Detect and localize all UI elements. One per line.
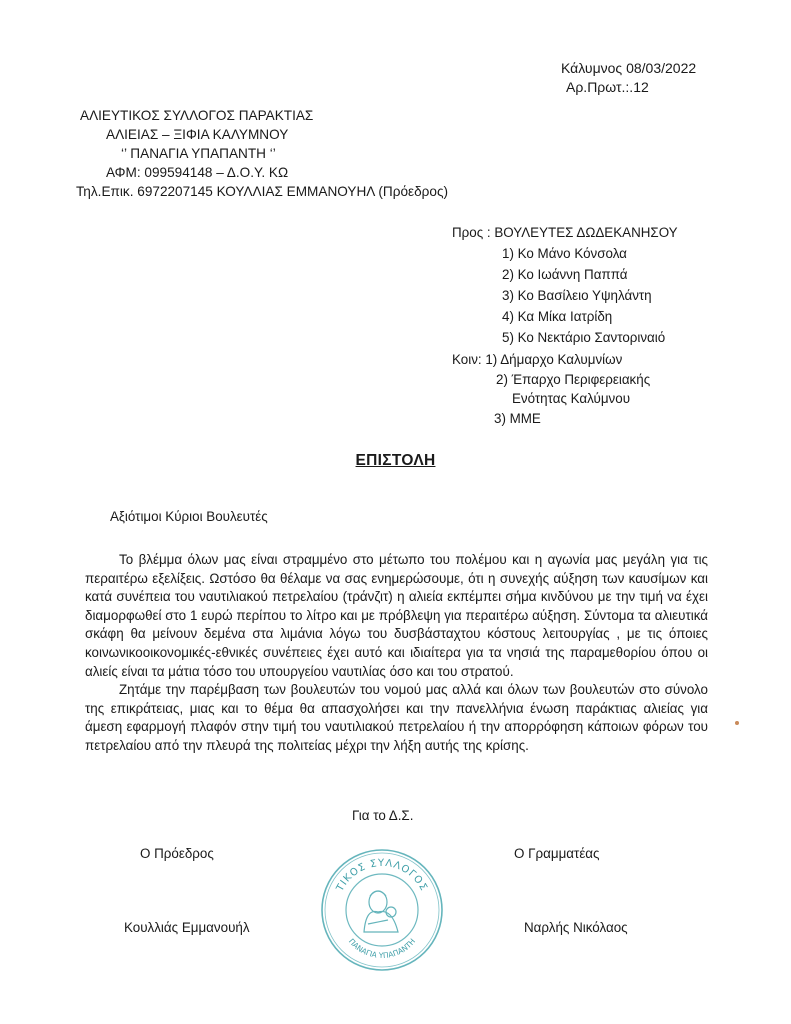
recipient-item: 1) Κο Μάνο Κόνσολα (502, 246, 627, 261)
greeting: Αξιότιμοι Κύριοι Βουλευτές (110, 509, 268, 524)
sender-phone: Τηλ.Επικ. 6972207145 ΚΟΥΛΛΙΑΣ ΕΜΜΑΝΟΥΗΛ (Πρόεδρος) (76, 184, 449, 199)
cc-line-3: Ενότητας Καλύμνου (512, 391, 631, 406)
president-name: Κουλλιάς Εμμανουήλ (124, 920, 250, 935)
body-paragraph-1: Το βλέμμα όλων μας είναι στραμμένο στο μέτωπο του πολέμου και η αγωνία μας μεγάλη για τις περαιτέρω εξελίξεις. Ωστόσο θα θέλαμε να σας ενημερώσουμε, ότι η συνεχής αύξηση των καυσίμων και κατά συνέπεια του ναυτιλιακού πετρελαίου (τράνζιτ) η αλιεία εκπέμπει σήμα κινδύνου με την τιμή να έχει διαμορφωθεί στο 1 ευρώ περίπου το λίτρο και με πρόβλεψη για περαιτέρω αύξηση. Σύντομα τα αλιευτικά σκάφη θα μείνουν δεμένα στα λιμάνια λόγω του δυσβάσταχτου κόστους λειτουργίας , με τις όποιες κοινωνικοοικονομικές-εθνικές συνέπειες έχει αυτό και ιδιαίτερα για τα νησιά της παραμεθορίου όπου οι αλιείς είναι τα μάτια τόσο του υπουργείου ναυτιλίας όσο και του στρατού. (85, 552, 708, 679)
association-stamp (318, 846, 446, 974)
recipient-item: 2) Κο Ιωάννη Παππά (502, 267, 628, 282)
cc-line-4: 3) ΜΜΕ (494, 411, 541, 426)
president-title: Ο Πρόεδρος (140, 846, 214, 861)
recipient-item: 3) Κο Βασίλειο Υψηλάντη (502, 288, 652, 303)
sender-tax-id: ΑΦΜ: 099594148 – Δ.Ο.Υ. ΚΩ (106, 165, 289, 180)
letter-title: ΕΠΙΣΤΟΛΗ (355, 452, 436, 469)
scan-speck (735, 721, 739, 725)
secretary-title: Ο Γραμματέας (514, 846, 600, 861)
sender-line-2: ΑΛΙΕΙΑΣ – ΞΙΦΙΑ ΚΑΛΥΜΝΟΥ (106, 127, 289, 142)
stamp-text-top: ΤΙΚΟΣ ΣΥΛΛΟΓΟΣ (334, 857, 430, 894)
stamp-text-bottom: ΠΑΝΑΓΙΑ ΥΠΑΠΑΝΤΗ (346, 936, 418, 961)
sender-line-3: ‘’ ΠΑΝΑΓΙΑ ΥΠΑΠΑΝΤΗ ‘’ (121, 146, 276, 161)
secretary-name: Ναρλής Νικόλαος (524, 920, 628, 935)
protocol-number: Αρ.Πρωτ.:.12 (566, 79, 649, 95)
letter-body (85, 551, 708, 756)
recipients-label: Προς : ΒΟΥΛΕΥΤΕΣ ΔΩΔΕΚΑΝΗΣΟΥ (452, 225, 678, 240)
body-paragraph-2: Ζητάμε την παρέμβαση των βουλευτών του νομού μας αλλά και όλων των βουλευτών στο σύνολο της επικράτειας, μιας και το θέμα θα απασχολήσει και την πανελλήνια ένωση παράκτιας αλιείας για άμεση εφαρμογή πλαφόν στην τιμή του ναυτιλιακού πετρελαίου ή την απορρόφηση κάποιων φόρων του πετρελαίου από την πλευρά της πολιτείας μέχρι την λήξη αυτής της κρίσης. (85, 682, 708, 753)
cc-line-2: 2) Έπαρχο Περιφερειακής (496, 372, 651, 387)
for-board-label: Για το Δ.Σ. (352, 808, 414, 823)
cc-line-1: Κοιν: 1) Δήμαρχο Καλυμνίων (452, 352, 623, 367)
madonna-icon (364, 891, 398, 932)
document-date: Κάλυμνος 08/03/2022 (561, 60, 697, 76)
svg-text:ΠΑΝΑΓΙΑ ΥΠΑΠΑΝΤΗ (347, 937, 417, 960)
recipient-item: 4) Κα Μίκα Ιατρίδη (502, 309, 613, 324)
recipient-item: 5) Κο Νεκτάριο Σαντοριναιό (502, 330, 666, 345)
sender-line-1: ΑΛΙΕΥΤΙΚΟΣ ΣΥΛΛΟΓΟΣ ΠΑΡΑΚΤΙΑΣ (80, 108, 314, 123)
